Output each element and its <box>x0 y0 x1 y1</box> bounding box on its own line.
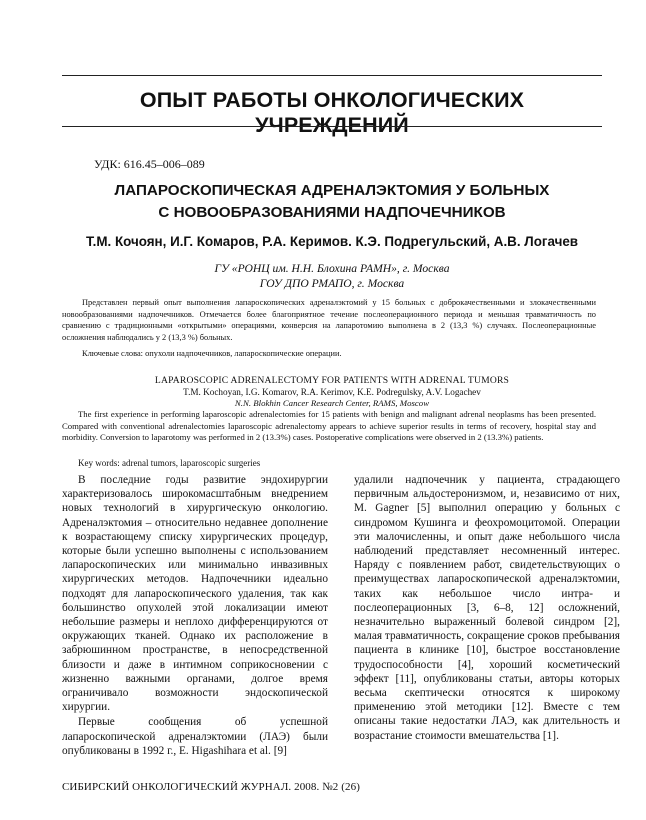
abstract-en-text: The first experience in performing laparoscopic adrenalectomies for 15 patients with benign and malignant adrenal neoplasms has been presented. Compared with conventional adrenalectomies laparoscopic adrenalectomy appears to achieve superior results in terms of recovery, hospital stay and morbidity. Conversion to laparotomy was performed in 2 (13.3%) cases. Postoperative complications were observed in 2 (13.3%) patients. <box>62 409 596 443</box>
header-rule-top <box>62 75 602 76</box>
abstract-en <box>62 409 596 444</box>
body-paragraph: В последние годы развитие эндохирургии характеризовалось широкомасштабным внедрением новых технологий в хирургическую онкологию. Адреналэктомия – относительно недавнее дополнение к возрастающему списку хирургических процедур, которые были успешно выполнены с использованием лапароскопических или минимально инвазивных хирургических методов. Надпочечники идеально подходят для лапароскопического удаления, так как большинство опухолей этой локализации имеют небольшие размеры и неплохо дифференцируются от окружающих тканей. Однако их расположение в забрюшинном пространстве, в непосредственной близости и даже в интимном соприкосновении с жизненно важными органами, долгое время ограничивало возможности эндоскопической хирургии. <box>62 474 328 714</box>
abstract-ru-text: Представлен первый опыт выполнения лапароскопических адреналэктомий у 15 больных с доброкачественными и злокачественными новообразованиями надпочечников. Отмечается более благоприятное течение послеоперационного периода и меньшая травматичность по сравнению с традиционными «открытыми» операциями, конверсия на лапаротомию выполнена в 2 (13,3 %) случаях. Послеоперационные осложнения наблюдались у 2 (13,3 %) больных. <box>62 298 596 342</box>
body-paragraph: удалили надпочечник у пациента, страдающего первичным альдостеронизмом, и, независимо от них, M. Gagner [5] выполнил операцию у больных с синдромом Кушинга и феохромоцитомой. Операции эти малочисленны, и опыт даже небольшого числа наблюдений представляет несомненный интерес. Наряду с появлением работ, свидетельствующих о преимуществах лапароскопической адреналэктомии, таких как небольшое число интра- и послеоперационных [3, 6–8, 12] осложнений, незначительно выраженный болевой синдром [2], малая травматичность, сокращение сроков пребывания пациента в клинике [10], быстрое восстановление трудоспособности [4], хороший косметический эффект [11], опубликованы статьи, авторы которых весьма скептически относятся к широкому применению этой методики [12]. Вместе с тем описаны такие недостатки ЛАЭ, как длительность и возрастание стоимости вмешательства [1]. <box>354 474 620 742</box>
article-title <box>62 180 602 224</box>
article-title-line1: ЛАПАРОСКОПИЧЕСКАЯ АДРЕНАЛЭКТОМИЯ У БОЛЬНЫХ <box>114 182 550 199</box>
english-title: LAPAROSCOPIC ADRENALECTOMY FOR PATIENTS WITH ADRENAL TUMORS <box>154 375 510 386</box>
journal-footer: СИБИРСКИЙ ОНКОЛОГИЧЕСКИЙ ЖУРНАЛ. 2008. №2 (26) <box>62 781 360 793</box>
keywords-en: Key words: adrenal tumors, laparoscopic surgeries <box>78 458 261 468</box>
english-authors: T.M. Kochoyan, I.G. Komarov, R.A. Kerimov, K.E. Podregulsky, A.V. Logachev <box>183 387 481 397</box>
body-column-left <box>62 473 328 758</box>
keywords-ru: Ключевые слова: опухоли надпочечников, лапароскопические операции. <box>82 349 342 358</box>
abstract-ru <box>62 297 596 343</box>
article-title-line2: С НОВООБРАЗОВАНИЯМИ НАДПОЧЕЧНИКОВ <box>158 204 506 221</box>
header-rule-bottom <box>62 126 602 127</box>
article-authors: Т.М. Кочоян, И.Г. Комаров, Р.А. Керимов. К.Э. Подрегульский, А.В. Логачев <box>85 234 579 249</box>
english-affiliation: N.N. Blokhin Cancer Research Center, RAMS, Moscow <box>234 398 430 408</box>
body-paragraph: Первые сообщения об успешной лапароскопической адреналэктомии (ЛАЭ) были опубликованы в 1992 г., E. Higashihara et al. [9] <box>62 716 328 757</box>
affiliation-1: ГУ «РОНЦ им. Н.Н. Блохина РАМН», г. Москва <box>214 262 450 275</box>
section-header: ОПЫТ РАБОТЫ ОНКОЛОГИЧЕСКИХ УЧРЕЖДЕНИЙ <box>139 88 525 137</box>
udk-code: УДК: 616.45–006–089 <box>94 157 205 171</box>
affiliation-2: ГОУ ДПО РМАПО, г. Москва <box>259 277 405 290</box>
body-column-right <box>354 473 620 743</box>
